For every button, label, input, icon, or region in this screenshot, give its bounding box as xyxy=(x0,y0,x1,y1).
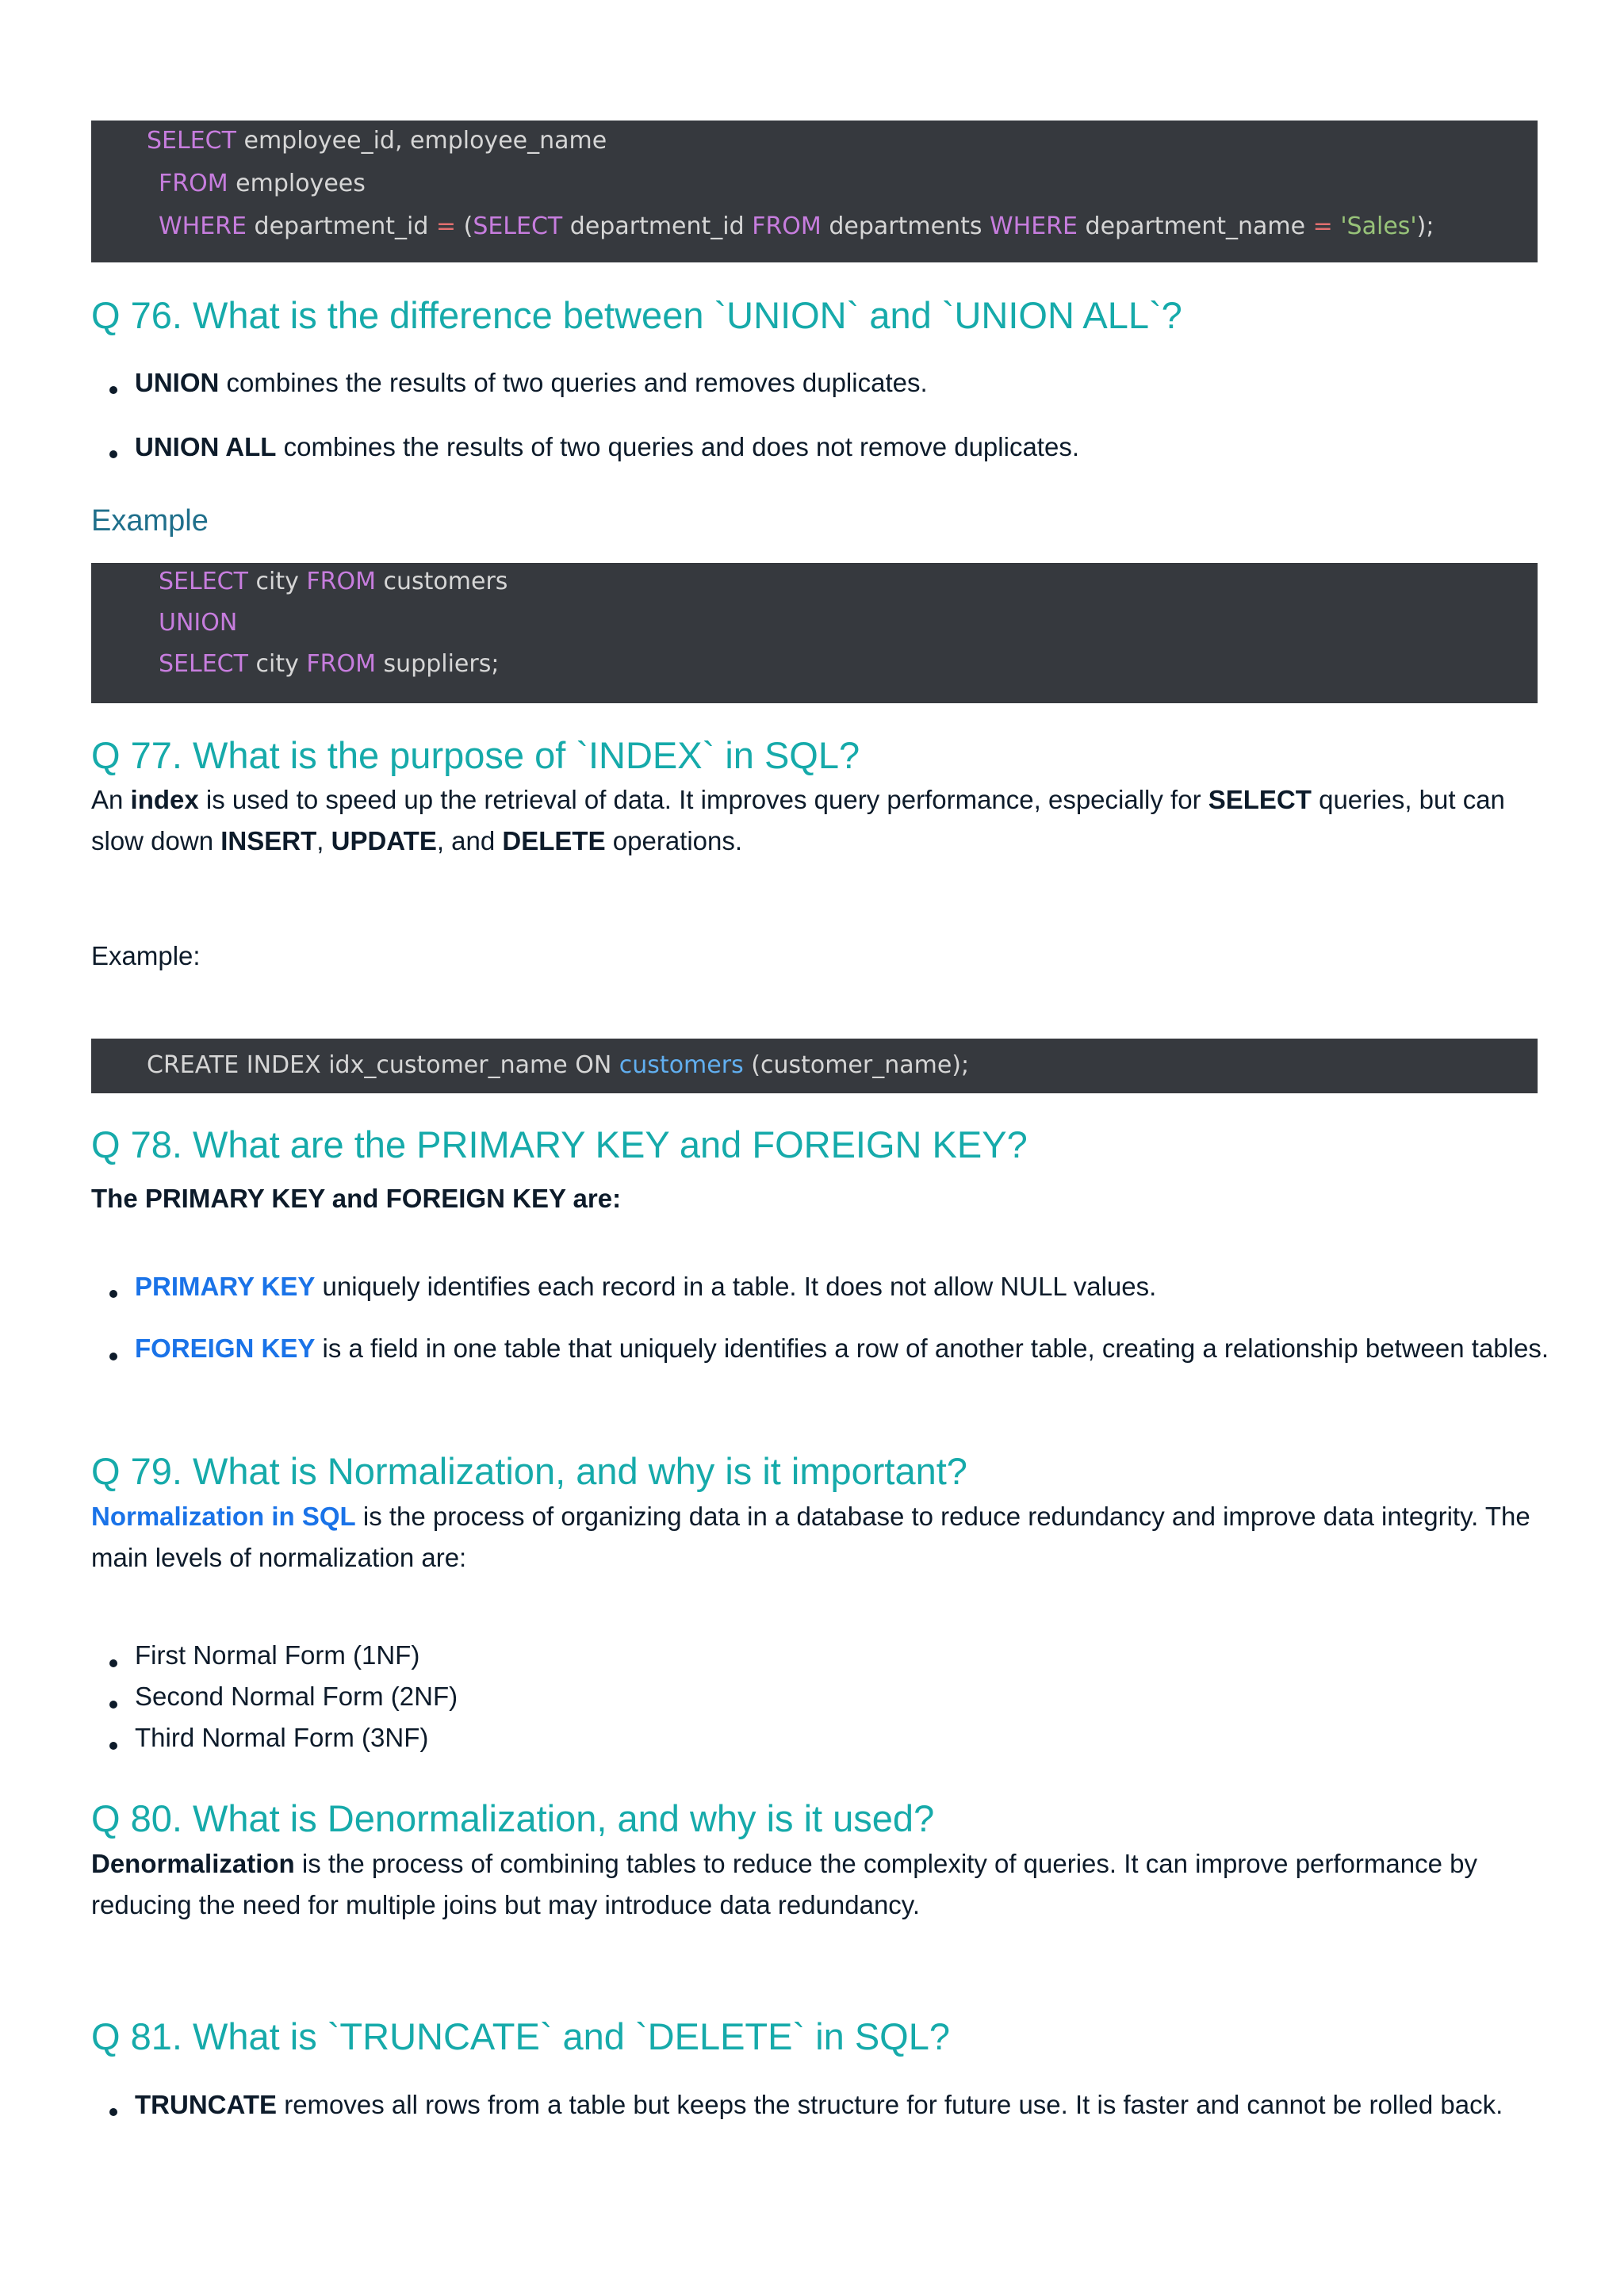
bullet xyxy=(109,2108,117,2116)
code-block-union xyxy=(91,563,1538,703)
code-line: WHERE department_id = (SELECT department_id FROM departments WHERE department_name = 'Sales'); xyxy=(159,212,1434,240)
q76-heading: Q 76. What is the difference between `UNION` and `UNION ALL`? xyxy=(91,294,1182,336)
bullet xyxy=(109,1659,117,1667)
code-line: SELECT employee_id, employee_name xyxy=(147,127,607,155)
bullet xyxy=(109,450,117,458)
code-line: UNION xyxy=(159,609,238,637)
q79-paragraph: Normalization in SQL is the process of organizing data in a database to reduce redundancy and improve data integrity. The main levels of normalization are: xyxy=(91,1502,1530,1572)
example-label: Example xyxy=(91,504,209,538)
list-item: Second Normal Form (2NF) xyxy=(135,1682,458,1711)
q80-paragraph: Denormalization is the process of combining tables to reduce the complexity of queries. It can improve performance by reducing the need for multiple joins but may introduce data redundancy. xyxy=(91,1849,1477,1919)
q80-heading: Q 80. What is Denormalization, and why is it used? xyxy=(91,1797,935,1839)
list-item: PRIMARY KEY uniquely identifies each record in a table. It does not allow NULL values. xyxy=(135,1272,1157,1301)
list-item: Third Normal Form (3NF) xyxy=(135,1723,429,1752)
list-item: First Normal Form (1NF) xyxy=(135,1640,420,1670)
bullet xyxy=(109,1701,117,1709)
list-item: UNION ALL combines the results of two queries and does not remove duplicates. xyxy=(135,432,1079,461)
list-item: FOREIGN KEY is a field in one table that uniquely identifies a row of another table, creating a relationship between tables. xyxy=(135,1334,1549,1363)
bullet xyxy=(109,1353,117,1360)
primary-key-link[interactable]: PRIMARY KEY xyxy=(135,1272,316,1301)
code-line: CREATE INDEX idx_customer_name ON customers (customer_name); xyxy=(147,1051,970,1079)
normalization-link[interactable]: Normalization in SQL xyxy=(91,1502,356,1531)
bullet xyxy=(109,1742,117,1750)
code-line: FROM employees xyxy=(159,170,366,197)
q78-intro: The PRIMARY KEY and FOREIGN KEY are: xyxy=(91,1184,622,1213)
example-label: Example: xyxy=(91,941,201,970)
bullet xyxy=(109,1290,117,1298)
q81-heading: Q 81. What is `TRUNCATE` and `DELETE` in SQL? xyxy=(91,2015,951,2057)
code-block-index xyxy=(91,1039,1538,1093)
code-line: SELECT city FROM suppliers; xyxy=(159,650,500,678)
code-block-subquery xyxy=(91,121,1538,262)
q79-heading: Q 79. What is Normalization, and why is it important? xyxy=(91,1450,967,1492)
q77-heading: Q 77. What is the purpose of `INDEX` in SQL? xyxy=(91,734,860,776)
list-item: TRUNCATE removes all rows from a table but keeps the structure for future use. It is faster and cannot be rolled back. xyxy=(135,2090,1503,2119)
bullet xyxy=(109,386,117,394)
list-item: UNION combines the results of two queries and removes duplicates. xyxy=(135,368,928,397)
code-line: SELECT city FROM customers xyxy=(159,568,508,595)
q77-paragraph: An index is used to speed up the retrieval of data. It improves query performance, especially for SELECT queries, but can slow down INSERT, UPDATE, and DELETE operations. xyxy=(91,785,1505,855)
q78-heading: Q 78. What are the PRIMARY KEY and FOREIGN KEY? xyxy=(91,1123,1028,1165)
foreign-key-link[interactable]: FOREIGN KEY xyxy=(135,1334,316,1363)
